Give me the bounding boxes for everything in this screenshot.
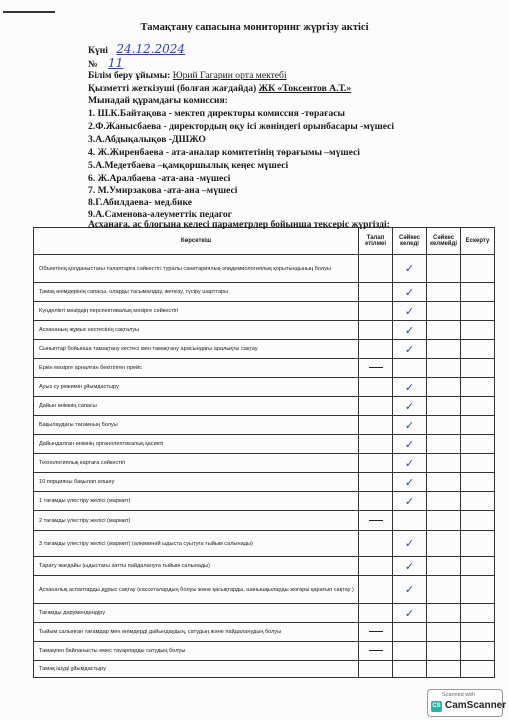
non-compliant-cell: [427, 492, 461, 511]
number-label: №: [88, 59, 98, 70]
table-header-row: [34, 228, 495, 255]
checkmark-icon: ✓: [404, 323, 415, 337]
non-compliant-cell: [427, 454, 461, 473]
scanned-with-text: Scanned with: [442, 692, 476, 698]
note-cell: [461, 576, 495, 604]
non-compliant-cell: [427, 511, 461, 531]
indicator-text: Тамақпен байланысты емес тауарларды сатудың болуы: [34, 642, 359, 661]
header-note: Ескерту: [461, 228, 495, 255]
compliant-cell: [393, 416, 427, 435]
compliant-cell: [393, 397, 427, 416]
camscanner-logo-icon: CS: [431, 701, 442, 712]
note-cell: [461, 454, 495, 473]
table-row: [34, 576, 495, 604]
indicator-text: Тамақ ішуді ұйымдастыру: [34, 661, 359, 678]
not-required-cell: [359, 531, 393, 557]
not-required-cell: [359, 416, 393, 435]
table-row: [34, 283, 495, 302]
note-cell: [461, 473, 495, 492]
indicator-text: 2 тағамды үлестіру желісі (мармит): [34, 511, 359, 531]
compliant-cell: [393, 492, 427, 511]
checkmark-icon: ✓: [404, 606, 415, 620]
scan-edge-mark: [3, 11, 55, 13]
note-cell: [461, 661, 495, 678]
date-line: [88, 42, 185, 56]
not-required-cell: [359, 623, 393, 642]
header-not-required: Талап етілмеі: [359, 228, 393, 255]
note-cell: [461, 623, 495, 642]
not-required-cell: [359, 642, 393, 661]
indicator-text: Технологиялық картаға сәйкестігі: [34, 454, 359, 473]
not-required-cell: [359, 435, 393, 454]
school-line: [88, 70, 287, 81]
checkmark-icon: ✓: [404, 418, 415, 432]
checkmark-icon: ✓: [404, 304, 415, 318]
table-row: [34, 255, 495, 283]
not-required-cell: [359, 492, 393, 511]
checkmark-icon: ✓: [404, 537, 415, 550]
non-compliant-cell: [427, 255, 461, 283]
table-row: [34, 511, 495, 531]
note-cell: [461, 416, 495, 435]
non-compliant-cell: [427, 302, 461, 321]
provider-line: [88, 83, 351, 94]
not-required-cell: [359, 454, 393, 473]
commission-member-3: 3.А.Абдықалықов -ДШЖО: [88, 134, 206, 145]
indicator-text: Тағамды дәрумендендіру: [34, 604, 359, 623]
table-row: [34, 435, 495, 454]
checkmark-icon: ✓: [404, 262, 415, 275]
note-cell: [461, 642, 495, 661]
document-title: Тамақтану сапасына мониторинг жүргізу актісі: [140, 22, 369, 33]
not-required-cell: [359, 604, 393, 623]
note-cell: [461, 340, 495, 359]
compliant-cell: [393, 302, 427, 321]
non-compliant-cell: [427, 623, 461, 642]
compliant-cell: [393, 661, 427, 678]
compliant-cell: [393, 283, 427, 302]
table-row: [34, 661, 495, 678]
note-cell: [461, 492, 495, 511]
non-compliant-cell: [427, 359, 461, 378]
note-cell: [461, 435, 495, 454]
indicator-text: Тыйым салынған тағамдар мен өнімдерді дайындаудың, сатудың және пайдаланудың болуы: [34, 623, 359, 642]
commission-member-5: 5.А.Медетбаева –қамқоршылық кеңес мүшесі: [88, 160, 289, 171]
non-compliant-cell: [427, 661, 461, 678]
table-row: [34, 557, 495, 576]
dash-mark-icon: [369, 650, 383, 651]
header-non-compliant: Сәйкес келмейді: [427, 228, 461, 255]
compliant-cell: [393, 473, 427, 492]
camscanner-watermark: [427, 689, 507, 717]
non-compliant-cell: [427, 642, 461, 661]
checkmark-icon: ✓: [404, 494, 415, 508]
checkmark-icon: ✓: [404, 475, 415, 489]
compliant-cell: [393, 604, 427, 623]
note-cell: [461, 531, 495, 557]
checkmark-icon: ✓: [404, 437, 415, 451]
compliant-cell: [393, 435, 427, 454]
indicator-text: Күнделікті мәзірдің перспективалық мәзірге сәйкестігі: [34, 302, 359, 321]
not-required-cell: [359, 511, 393, 531]
table-row: [34, 492, 495, 511]
number-value: 11: [108, 56, 124, 70]
indicator-text: Дайындалған өнімнің органолептикалық қасиеті: [34, 435, 359, 454]
not-required-cell: [359, 283, 393, 302]
checkmark-icon: ✓: [404, 285, 415, 299]
dash-mark-icon: [369, 520, 383, 521]
note-cell: [461, 604, 495, 623]
checkmark-icon: ✓: [404, 559, 415, 573]
checkmark-icon: ✓: [404, 342, 415, 356]
indicator-text: Ауыз су режимін ұйымдастыру: [34, 378, 359, 397]
compliant-cell: [393, 340, 427, 359]
not-required-cell: [359, 557, 393, 576]
indicator-text: 3 тағамды үлестіру желісі (мармит) (алюминий ыдыста суытуға тыйым салынады): [34, 531, 359, 557]
note-cell: [461, 511, 495, 531]
compliant-cell: [393, 378, 427, 397]
compliant-cell: [393, 623, 427, 642]
compliant-cell: [393, 454, 427, 473]
compliant-cell: [393, 511, 427, 531]
table-row: [34, 340, 495, 359]
table-row: [34, 321, 495, 340]
commission-member-1: 1. Ш.К.Байтақова - мектеп директоры комиссия -төрағасы: [88, 108, 346, 119]
non-compliant-cell: [427, 397, 461, 416]
camscanner-brand: CamScanner: [445, 700, 507, 711]
date-value: 24.12.2024: [116, 42, 186, 56]
table-row: [34, 378, 495, 397]
number-line: [88, 56, 123, 70]
indicator-text: Объектінің қолданыстағы талаптарға сәйкестігі туралы санитариялық-эпидемиологиялық қорытындының болуы: [34, 255, 359, 283]
compliant-cell: [393, 359, 427, 378]
table-row: [34, 531, 495, 557]
commission-member-4: 4. Ж.Жиренбаева - ата-аналар комитетінің төрағымы –мүшесі: [88, 147, 360, 158]
table-row: [34, 416, 495, 435]
indicator-text: Сыныптар бойынша тамақтану кестесі мен тамақтану арасындағы аралықты сақтау: [34, 340, 359, 359]
provider-label: Қызметті жеткізуші (болған жағдайда): [88, 83, 257, 94]
table-row: [34, 473, 495, 492]
checkmark-icon: ✓: [404, 380, 415, 394]
table-row: [34, 623, 495, 642]
note-cell: [461, 557, 495, 576]
checkmark-icon: ✓: [404, 399, 415, 413]
checkmark-icon: ✓: [404, 456, 415, 470]
non-compliant-cell: [427, 473, 461, 492]
note-cell: [461, 255, 495, 283]
non-compliant-cell: [427, 378, 461, 397]
note-cell: [461, 302, 495, 321]
commission-member-2: 2.Ф.Жанысбаева - директордың оқу ісі жөніндегі орынбасары -мүшесі: [88, 121, 395, 132]
commission-member-8: 8.Г.Абилдаева- мед.бике: [88, 197, 193, 208]
header-compliant: Сәйкес келеді: [393, 228, 427, 255]
indicator-text: 1 тағамды үлестіру желісі (мармит): [34, 492, 359, 511]
indicator-text: Тарату жағдайы (ыдыстағы затты пайдалануға тыйым салынады): [34, 557, 359, 576]
commission-member-6: 6. Ж.Аралбаева -ата-ана -мүшесі: [88, 173, 231, 184]
not-required-cell: [359, 359, 393, 378]
non-compliant-cell: [427, 435, 461, 454]
indicator-text: Тамақ өнімдерінің сапасы, оларды тасымалдау, жеткізу, түсіру шарттары: [34, 283, 359, 302]
non-compliant-cell: [427, 283, 461, 302]
compliant-cell: [393, 531, 427, 557]
not-required-cell: [359, 473, 393, 492]
compliant-cell: [393, 642, 427, 661]
header-indicator: Көрсеткіш: [34, 228, 359, 255]
dash-mark-icon: [369, 631, 383, 632]
table-row: [34, 302, 495, 321]
indicator-text: Асхананың жұмыс кестесінің сақталуы: [34, 321, 359, 340]
compliant-cell: [393, 321, 427, 340]
not-required-cell: [359, 302, 393, 321]
indicator-text: Асханалық аспаптарды дұрыс сақтау (кассеталардың болуы және қасықтарды, шанышқыларды жоғары қаратып сақтау ): [34, 576, 359, 604]
non-compliant-cell: [427, 416, 461, 435]
non-compliant-cell: [427, 604, 461, 623]
note-cell: [461, 283, 495, 302]
indicator-text: Еркін мәзірге арналған бекітілген прейс: [34, 359, 359, 378]
checkmark-icon: ✓: [404, 583, 415, 596]
compliant-cell: [393, 557, 427, 576]
table-row: [34, 454, 495, 473]
table-row: [34, 642, 495, 661]
commission-member-9: 9.А.Саменова-әлеуметтік педагог: [88, 209, 233, 220]
table-row: [34, 397, 495, 416]
provider-value: ЖК «Токсеитов А.Т.»: [258, 83, 352, 94]
dash-mark-icon: [369, 367, 383, 368]
non-compliant-cell: [427, 576, 461, 604]
not-required-cell: [359, 378, 393, 397]
compliant-cell: [393, 255, 427, 283]
not-required-cell: [359, 321, 393, 340]
commission-label: Мынадай құрамдағы комиссия:: [88, 95, 228, 106]
note-cell: [461, 397, 495, 416]
commission-member-7: 7. М.Умирзакова -ата-ана –мүшесі: [88, 185, 238, 196]
non-compliant-cell: [427, 557, 461, 576]
indicator-text: 10 порцияны бақылап өлшеу: [34, 473, 359, 492]
table-row: [34, 604, 495, 623]
inspection-table: [33, 227, 495, 678]
non-compliant-cell: [427, 321, 461, 340]
indicator-text: Дайын өнімнің сапасы: [34, 397, 359, 416]
not-required-cell: [359, 661, 393, 678]
not-required-cell: [359, 340, 393, 359]
intro-text: Асханаға, ас блогына келесі параметрлер бойынша тексеріс жүргізді:: [88, 219, 390, 230]
note-cell: [461, 321, 495, 340]
date-label: Күні: [88, 45, 108, 56]
note-cell: [461, 378, 495, 397]
non-compliant-cell: [427, 340, 461, 359]
non-compliant-cell: [427, 531, 461, 557]
school-label: Білім беру ұйымы:: [88, 70, 171, 81]
note-cell: [461, 359, 495, 378]
not-required-cell: [359, 255, 393, 283]
not-required-cell: [359, 397, 393, 416]
compliant-cell: [393, 576, 427, 604]
indicator-text: Бақылаудағы тағамның болуы: [34, 416, 359, 435]
table-row: [34, 359, 495, 378]
school-value: Юрий Гагарин орта мектебі: [172, 70, 287, 81]
not-required-cell: [359, 576, 393, 604]
